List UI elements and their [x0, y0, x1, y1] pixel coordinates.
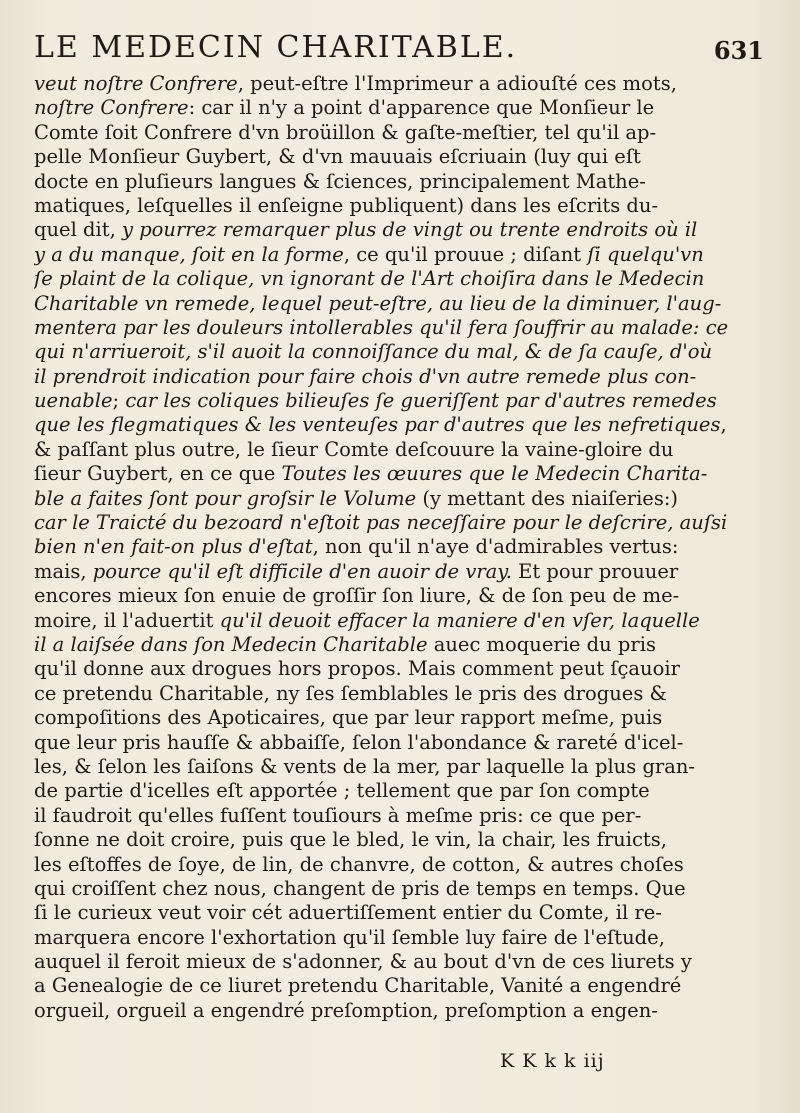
roman-text: auec moquerie du pris [427, 632, 656, 656]
text-line [34, 877, 772, 901]
roman-text: que leur pris hauſſe & abbaiſſe, ſelon l'abondance & rareté d'icel- [34, 730, 684, 754]
text-line [34, 779, 772, 803]
text-line [34, 609, 772, 633]
italic-text: veut noſtre Confrere [34, 72, 238, 95]
roman-text: mais, [34, 559, 93, 583]
text-line [34, 584, 772, 608]
roman-text: les, & ſelon les ſaiſons & vents de la mer, par laquelle la plus gran- [34, 754, 696, 778]
text-line [34, 243, 772, 267]
text-line [34, 389, 772, 413]
roman-text: quel dit, [34, 218, 122, 242]
text-line [34, 731, 772, 755]
italic-text: ſi quelqu'vn [587, 242, 704, 266]
italic-text: qui n'arriueroit, s'il auoit la connoiſſance du mal, & de ſa cauſe, d'où [34, 340, 713, 364]
text-line [34, 170, 772, 194]
italic-text: car les coliques bilieuſes ſe gueriſſent par d'autres remedes [125, 389, 717, 413]
italic-text: bien n'en fait-on plus d'eſtat [34, 535, 313, 559]
roman-text: qui croiſſent chez nous, changent de pris de temps en temps. Que [34, 876, 686, 900]
text-line [34, 194, 772, 218]
roman-text: , non qu'il n'aye d'admirables vertus: [312, 535, 679, 559]
italic-text: ſe plaint de la colique, vn ignorant de l'Art choiſira dans le Medecin [34, 267, 705, 291]
roman-text: il faudroit qu'elles fuſſent touſiours à meſme pris: ce que per- [34, 803, 642, 827]
text-line [34, 706, 772, 730]
italic-text: qu'il deuoit effacer la maniere d'en vſer, laquelle [219, 608, 700, 632]
roman-text: de partie d'icelles eſt apportée ; tellement que par ſon compte [34, 779, 650, 803]
roman-text: Et pour prouuer [511, 559, 679, 583]
roman-text: ſieur Guybert, en ce que [34, 462, 282, 486]
text-line [34, 682, 772, 706]
page-number: 631 [713, 36, 764, 65]
text-line [34, 511, 772, 535]
roman-text: auquel il feroit mieux de s'adonner, & au bout d'vn de ces liurets y [34, 950, 692, 974]
text-line [34, 828, 772, 852]
text-line [34, 292, 772, 316]
roman-text: , ce qu'il prouue ; diſant [343, 242, 588, 266]
roman-text: matiques, leſquelles il enſeigne publiquent) dans les eſcrits du- [34, 193, 659, 217]
text-line [34, 145, 772, 169]
italic-text: Charitable vn remede, lequel peut-eſtre, au lieu de la diminuer, l'aug- [34, 291, 722, 315]
italic-text: noſtre Confrere [34, 96, 189, 120]
text-line [34, 121, 772, 145]
text-line [34, 267, 772, 291]
italic-text: car le Traicté du bezoard n'eſtoit pas neceſſaire pour le deſcrire, auſsi [34, 511, 728, 535]
text-line [34, 926, 772, 950]
text-line [34, 901, 772, 925]
text-line [34, 755, 772, 779]
roman-text: ſi le curieux veut voir cét aduertiſſement entier du Comte, il re- [34, 901, 662, 925]
italic-text: ble a faites ſont pour groſsir le Volume [34, 486, 417, 510]
text-line [34, 218, 772, 242]
page-header [34, 30, 764, 70]
text-line [34, 72, 772, 96]
roman-text: Comte ſoit Confrere d'vn broüillon & gaſte-meſtier, tel qu'il ap- [34, 120, 657, 144]
text-line [34, 657, 772, 681]
roman-text: encores mieux ſon enuie de groſſir ſon liure, & de ſon peu de me- [34, 584, 680, 608]
roman-text: , peut-eſtre l'Imprimeur a adiouſté ces mots, [237, 72, 677, 95]
text-line [34, 999, 772, 1023]
italic-text: que les flegmatiques & les venteuſes par d'autres que les nefretiques [34, 413, 721, 437]
roman-text: , [720, 413, 727, 437]
italic-text: uenable [34, 389, 113, 413]
text-line [34, 316, 772, 340]
roman-text: ; [112, 389, 126, 413]
italic-text: pource qu'il eſt difficile d'en auoir de vray. [92, 559, 512, 583]
italic-text: il prendroit indication pour faire chois d'vn autre remede plus con- [34, 364, 697, 388]
roman-text: orgueil, orgueil a engendré preſomption, preſomption a engen- [34, 998, 658, 1022]
signature-mark: K K k k iij [500, 1050, 605, 1072]
roman-text: (y mettant des niaiſeries:) [416, 486, 679, 510]
italic-text: y a du manque, ſoit en la forme [34, 242, 344, 266]
text-line [34, 633, 772, 657]
italic-text: mentera par les douleurs intollerables qu'il fera ſouffrir au malade: ce [34, 315, 729, 339]
roman-text: compoſitions des Apoticaires, que par leur rapport meſme, puis [34, 706, 663, 730]
roman-text: ſonne ne doit croire, puis que le bled, le vin, la chair, les fruicts, [34, 828, 667, 852]
text-line [34, 413, 772, 437]
text-line [34, 560, 772, 584]
text-line [34, 804, 772, 828]
italic-text: il a laiſsée dans ſon Medecin Charitable [34, 632, 428, 656]
text-line [34, 438, 772, 462]
roman-text: marquera encore l'exhortation qu'il ſemble luy faire de l'eſtude, [34, 925, 665, 949]
roman-text: : car il n'y a point d'apparence que Monſieur le [188, 96, 655, 120]
italic-text: Toutes les œuures que le Medecin Charita- [281, 462, 708, 486]
text-line [34, 853, 772, 877]
text-line [34, 950, 772, 974]
text-line [34, 365, 772, 389]
text-line [34, 462, 772, 486]
roman-text: docte en pluſieurs langues & ſciences, principalement Mathe- [34, 169, 646, 193]
roman-text: pelle Monſieur Guybert, & d'vn mauuais eſcriuain (luy qui eſt [34, 145, 641, 169]
text-line [34, 974, 772, 998]
text-line [34, 340, 772, 364]
roman-text: les eſtoffes de ſoye, de lin, de chanvre, de cotton, & autres choſes [34, 852, 684, 876]
roman-text: ce pretendu Charitable, ny ſes ſemblables le pris des drogues & [34, 681, 667, 705]
roman-text: & paſſant plus outre, le ſieur Comte deſcouure la vaine-gloire du [34, 437, 674, 461]
body-text [34, 72, 772, 1023]
text-line [34, 96, 772, 120]
text-line [34, 487, 772, 511]
roman-text: a Genealogie de ce liuret pretendu Charitable, Vanité a engendré [34, 974, 682, 998]
roman-text: moire, il l'aduertit [34, 608, 220, 632]
running-head: LE MEDECIN CHARITABLE. [34, 30, 518, 65]
italic-text: y pourrez remarquer plus de vingt ou trente endroits où il [121, 218, 698, 242]
text-line [34, 535, 772, 559]
roman-text: qu'il donne aux drogues hors propos. Mais comment peut ſçauoir [34, 657, 680, 681]
